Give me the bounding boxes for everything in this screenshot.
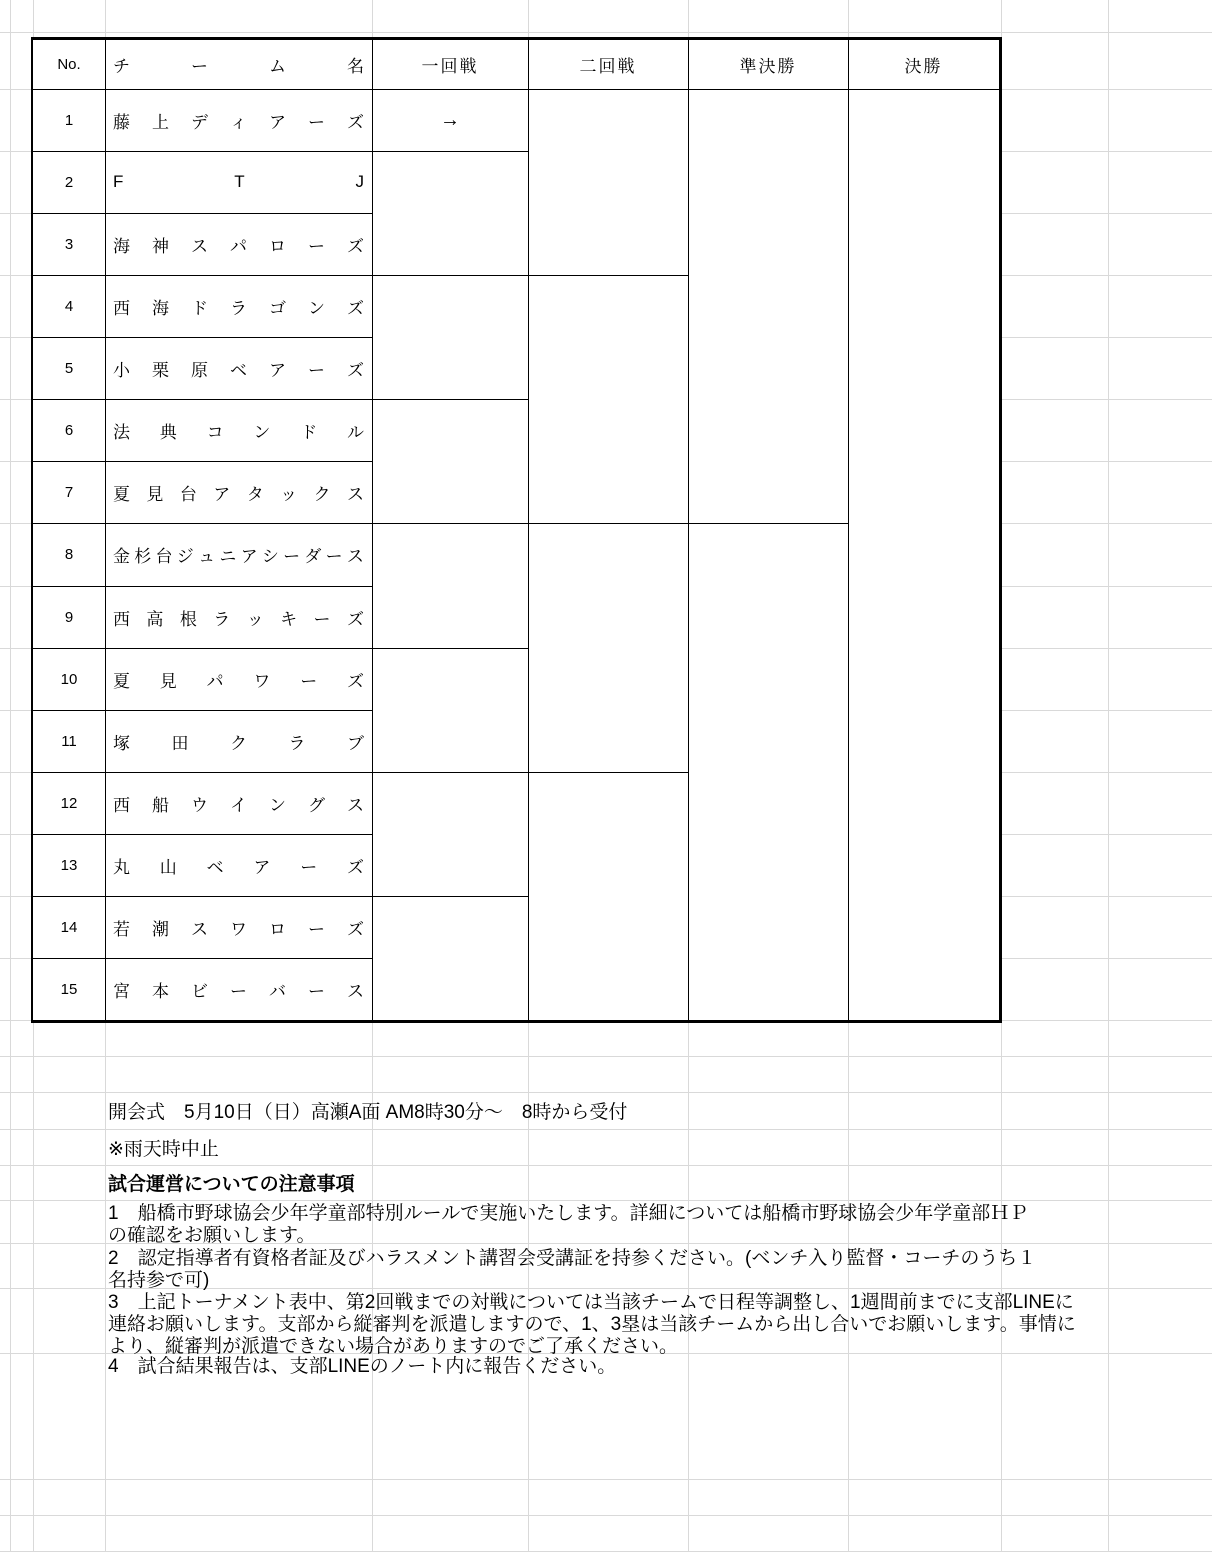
team-name: 法 典 コ ン ド ル [113,422,364,442]
team-no: 13 [60,856,78,874]
gridline [1108,0,1109,1552]
team-no: 1 [64,111,74,129]
note-line: 名持参で可) [108,1270,210,1291]
team-name: 西 高 根 ラ ッ キ ー ズ [113,609,364,629]
rain-cancel-text: ※雨天時中止 [108,1138,219,1160]
team-no: 12 [60,794,78,812]
team-no: 4 [64,297,74,315]
team-no: 6 [64,421,74,439]
team-no: 10 [60,670,78,688]
header-no: No. [57,56,81,73]
opening-ceremony-text: 開会式 5月10日（日）高瀬A面 AM8時30分～ 8時から受付 [108,1102,628,1123]
team-name: 若 潮 ス ワ ロ ー ズ [113,919,364,939]
team-name: 塚 田 ク ラ ブ [113,733,364,753]
note-line: の確認をお願いします。 [108,1225,316,1246]
notes-title: 試合運営についての注意事項 [108,1174,355,1195]
team-name: 藤 上 デ ィ ア ー ズ [113,112,364,132]
note-line: 連絡お願いします。支部から縦審判を派遣しますので、1、3塁は当該チームから出し合いでお願いします。事情に [108,1314,1076,1335]
team-name: 宮 本 ビ ー バ ー ス [113,981,364,1001]
team-no: 9 [64,608,74,626]
team-no: 14 [60,918,78,936]
note-line: 1 船橋市野球協会少年学童部特別ルールで実施いたします。詳細については船橋市野球協会少年学童部ＨＰ [108,1203,1029,1224]
note-line: 4 試合結果報告は、支部LINEのノート内に報告ください。 [108,1356,617,1377]
team-no: 3 [64,235,74,253]
team-no: 2 [64,173,74,191]
note-4 [108,1356,616,1378]
table-line [372,40,373,1020]
team-no: 15 [60,980,78,998]
gridline [0,1479,1212,1480]
table-line [688,40,689,1020]
team-name: F T J [113,172,364,191]
team-name: 夏 見 パ ワ ー ズ [113,671,364,691]
header-final: 決勝 [904,57,943,76]
table-border-bottom [31,1020,1002,1023]
gridline [0,1056,1212,1057]
gridline [0,32,1212,33]
team-name: 海 神 ス パ ロ ー ズ [113,236,364,256]
note-1 [108,1203,1028,1247]
team-no: 5 [64,359,74,377]
header-round2: 二回戦 [579,57,637,76]
team-name: 夏 見 台 ア タ ッ ク ス [113,484,364,504]
table-border-right [999,37,1002,1023]
team-no: 11 [61,732,77,750]
team-no: 8 [64,546,74,563]
round1-bye-arrow: → [440,108,460,131]
gridline [0,1515,1212,1516]
gridline [0,1200,1212,1201]
team-name: 金 杉 台 ジ ュ ニ ア シ ー ダ ー ス [113,547,364,566]
note-2 [108,1248,1036,1292]
team-name: 丸 山 ベ ア ー ズ [113,857,364,877]
team-no: 7 [64,483,74,501]
team-name: 西 船 ウ イ ン グ ス [113,795,364,815]
table-line [528,40,529,1020]
header-round1: 一回戦 [421,57,479,76]
note-line: より、縦審判が派遣できない場合がありますのでご了承ください。 [108,1336,679,1357]
team-name: 小 栗 原 ベ ア ー ズ [113,360,364,380]
team-name: 西 海 ド ラ ゴ ン ズ [113,298,364,318]
gridline [10,0,11,1552]
note-line: 3 上記トーナメント表中、第2回戦までの対戦については当該チームで日程等調整し、1週間前までに支部LINEに [108,1292,1074,1313]
header-semifinal: 準決勝 [739,57,797,76]
table-line [848,40,849,1020]
note-3 [108,1292,1076,1358]
header-team-name: チ ー ム 名 [113,57,364,76]
note-line: 2 認定指導者有資格者証及びハラスメント講習会受講証を持参ください。(ベンチ入り監督・コーチのうち１ [108,1248,1037,1269]
